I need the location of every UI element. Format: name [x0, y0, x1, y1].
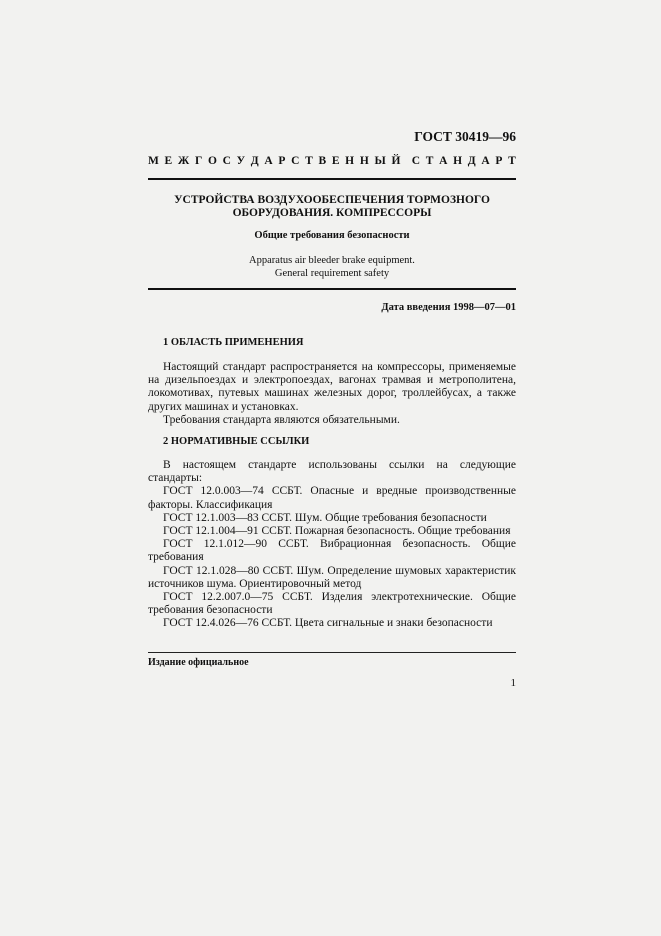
- letter: Д: [250, 155, 259, 167]
- letter: Р: [278, 155, 286, 167]
- letter: Й: [391, 155, 401, 167]
- letter: Г: [194, 155, 203, 167]
- letter: Т: [305, 155, 313, 167]
- letter: Е: [164, 155, 173, 167]
- reference-item: ГОСТ 12.2.007.0—75 ССБТ. Изделия электротехнические. Общие требования безопасности: [148, 591, 516, 617]
- letter: Ж: [177, 155, 190, 167]
- letter: С: [291, 155, 300, 167]
- header-rule: [148, 178, 516, 180]
- letter: А: [439, 155, 448, 167]
- letter: Ы: [374, 155, 386, 167]
- section-heading: 1 ОБЛАСТЬ ПРИМЕНЕНИЯ: [163, 337, 304, 348]
- letter: Н: [359, 155, 369, 167]
- gost-number: ГОСТ 30419—96: [414, 129, 516, 144]
- page-number: 1: [510, 677, 516, 689]
- letter: А: [264, 155, 273, 167]
- paragraph: Требования стандарта являются обязательными.: [163, 413, 400, 426]
- title-rule: [148, 288, 516, 290]
- reference-item: ГОСТ 12.1.028—80 ССБТ. Шум. Определение шумовых характеристик источников шума. Ориентировочный метод: [148, 564, 516, 590]
- reference-item: ГОСТ 12.1.012—90 ССБТ. Вибрационная безопасность. Общие требования: [148, 538, 516, 564]
- edition-label: Издание официальное: [148, 657, 249, 668]
- letter: С: [222, 155, 231, 167]
- section-heading: 2 НОРМАТИВНЫЕ ССЫЛКИ: [163, 436, 310, 447]
- english-title-line: General requirement safety: [274, 268, 390, 279]
- letter: Т: [508, 155, 516, 167]
- letter: В: [318, 155, 327, 167]
- english-title-line: Apparatus air bleeder brake equipment.: [249, 255, 415, 266]
- document-title: [148, 194, 516, 220]
- letter: Н: [345, 155, 355, 167]
- section-body: [148, 361, 516, 427]
- letter: Н: [453, 155, 463, 167]
- footer-rule: [148, 652, 516, 653]
- letter: С: [411, 155, 421, 167]
- reference-item: ГОСТ 12.1.004—91 ССБТ. Пожарная безопасность. Общие требования: [163, 525, 511, 538]
- letter: О: [207, 155, 217, 167]
- reference-item: ГОСТ 12.4.026—76 ССБТ. Цвета сигнальные и знаки безопасности: [163, 617, 493, 630]
- reference-item: ГОСТ 12.0.003—74 ССБТ. Опасные и вредные производственные факторы. Классификация: [148, 485, 516, 511]
- letter: Т: [425, 155, 434, 167]
- paragraph: В настоящем стандарте использованы ссылки на следующие стандарты:: [148, 459, 516, 485]
- reference-item: ГОСТ 12.1.003—83 ССБТ. Шум. Общие требования безопасности: [163, 511, 487, 524]
- letter: Д: [467, 155, 476, 167]
- letter: Е: [331, 155, 340, 167]
- references-list: [148, 459, 516, 631]
- title-line: УСТРОЙСТВА ВОЗДУХООБЕСПЕЧЕНИЯ ТОРМОЗНОГО: [174, 194, 490, 206]
- interstate-standard-label: [148, 155, 516, 167]
- paragraph: Настоящий стандарт распространяется на компрессоры, применяемые на дизельпоездах и электропоездах, вагонах трамвая и метрополитена, локомотивах, путевых машинах железных дорог, троллейбусах, а также других машинах и установках.: [148, 361, 516, 413]
- letter: А: [481, 155, 490, 167]
- letter: Р: [495, 155, 503, 167]
- letter: М: [148, 155, 159, 167]
- letter: У: [236, 155, 246, 167]
- title-line: ОБОРУДОВАНИЯ. КОМПРЕССОРЫ: [232, 207, 432, 219]
- document-subtitle: Общие требования безопасности: [254, 230, 410, 241]
- english-title: [148, 254, 516, 280]
- introduction-date: Дата введения 1998—07—01: [381, 302, 516, 313]
